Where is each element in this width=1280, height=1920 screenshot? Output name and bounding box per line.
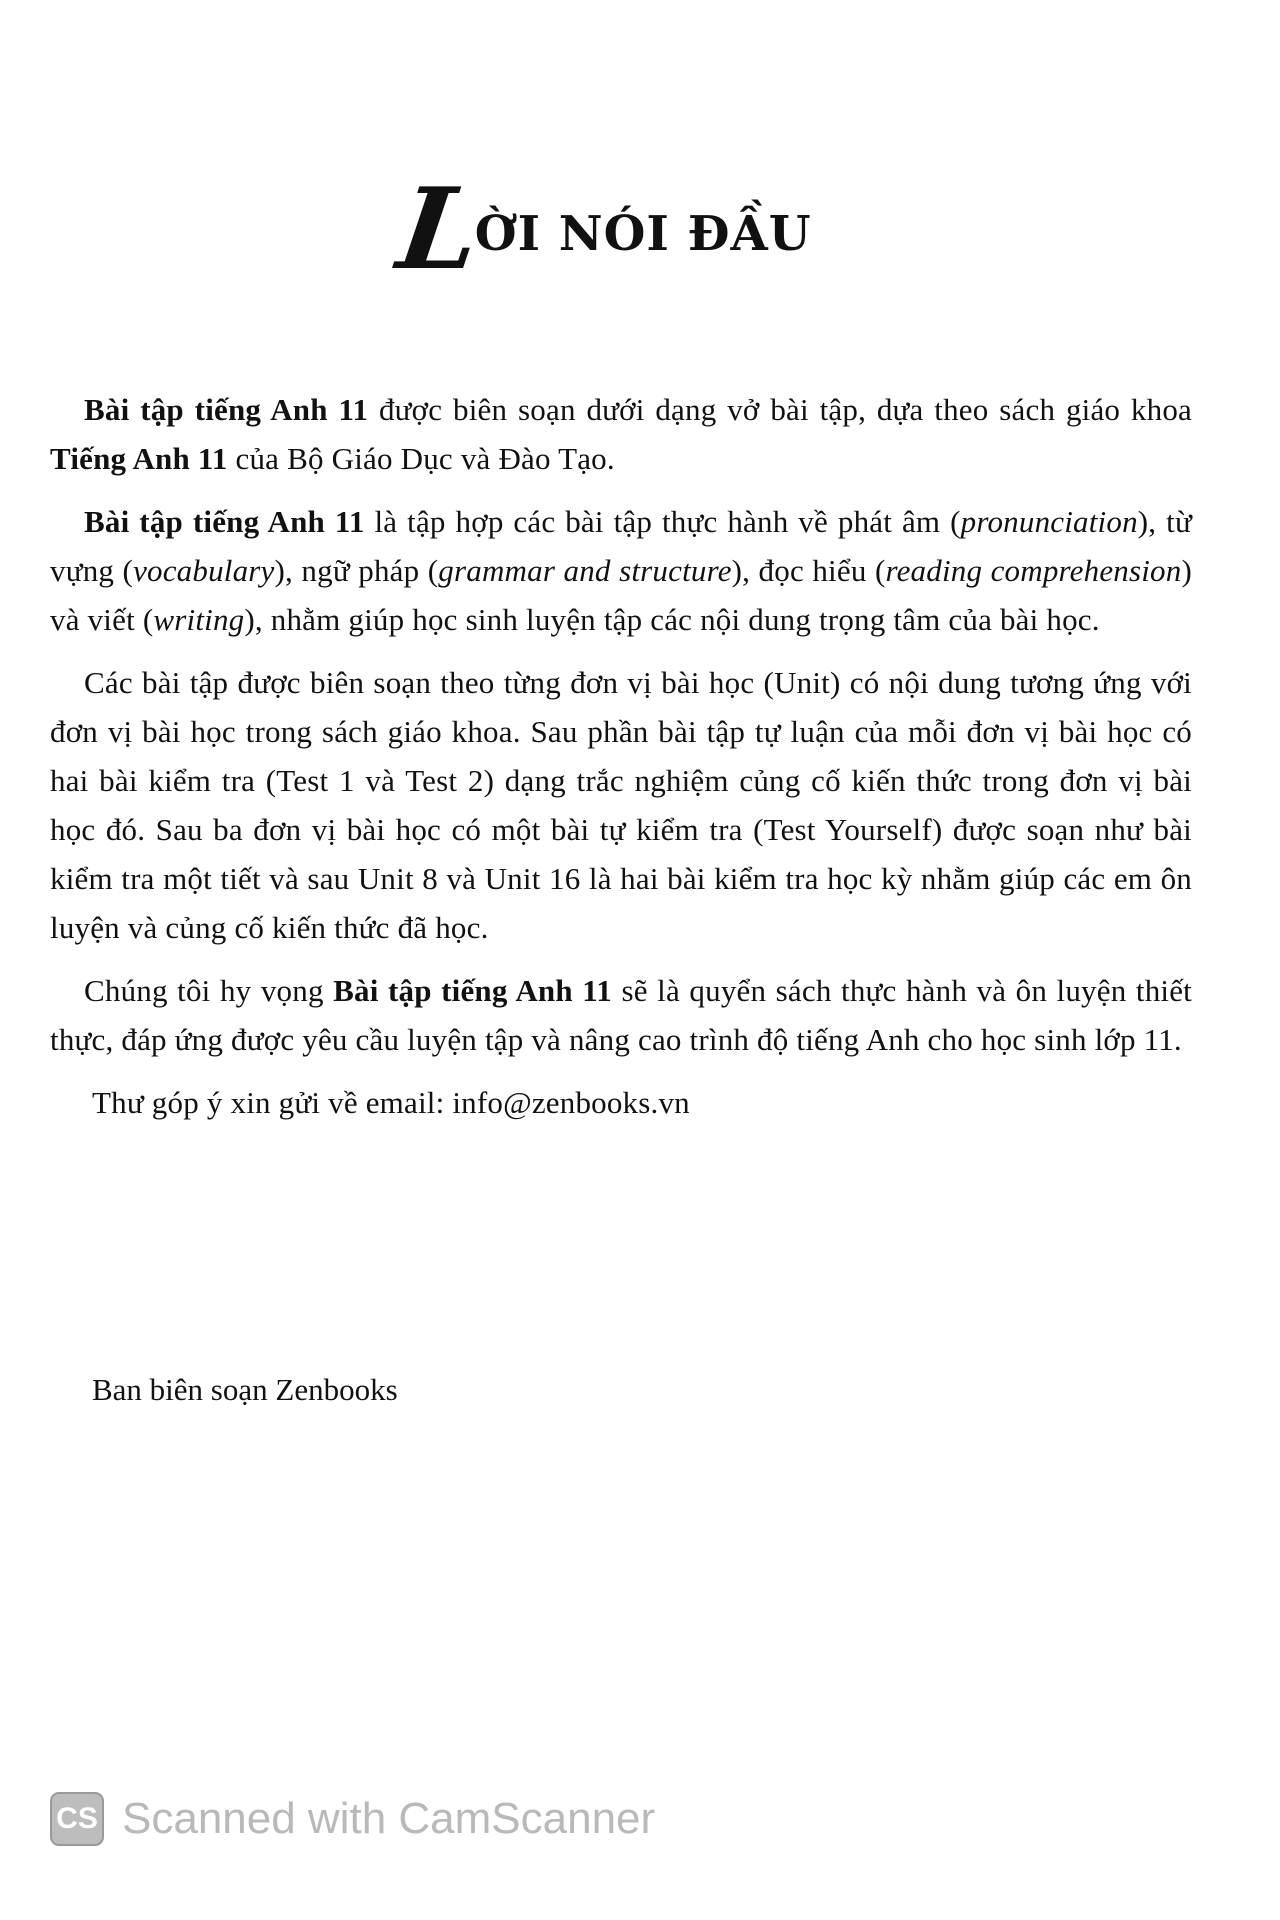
term-italic: vocabulary	[133, 553, 275, 588]
book-title-bold: Bài tập tiếng Anh 11	[84, 504, 365, 539]
paragraph-text: sẽ là quyển sách thực hành và ôn luyện thiết thực, đáp ứng được yêu cầu luyện tập và nâng cao trình độ tiếng Anh cho học sinh lớp 11.	[50, 973, 1192, 1057]
paragraph-text: ), nhằm giúp học sinh luyện tập các nội dung trọng tâm của bài học.	[244, 602, 1100, 637]
textbook-title-bold: Tiếng Anh 11	[50, 441, 228, 476]
term-italic: grammar and structure	[438, 553, 732, 588]
paragraph-structure: Các bài tập được biên soạn theo từng đơn vị bài học (Unit) có nội dung tương ứng với đơn vị bài học trong sách giáo khoa. Sau phần bài tập tự luận của mỗi đơn vị bài học có hai bài kiểm tra (Test 1 và Test 2) dạng trắc nghiệm củng cố kiến thức trong đơn vị bài học đó. Sau ba đơn vị bài học có một bài tự kiểm tra (Test Yourself) được soạn như bài kiểm tra một tiết và sau Unit 8 và Unit 16 là hai bài kiểm tra học kỳ nhằm giúp các em ôn luyện và củng cố kiến thức đã học.	[50, 665, 1192, 945]
term-italic: writing	[153, 602, 245, 637]
paragraph-text: được biên soạn dưới dạng vở bài tập, dựa theo sách giáo khoa	[368, 392, 1192, 427]
title-text: ỜI NÓI ĐẦU	[474, 206, 812, 262]
book-title-bold: Bài tập tiếng Anh 11	[333, 973, 612, 1008]
paragraph-hope	[50, 966, 1192, 1064]
term-italic: pronunciation	[960, 504, 1138, 539]
camscanner-logo-icon: CS	[50, 1792, 104, 1846]
watermark-text: Scanned with CamScanner	[122, 1794, 656, 1843]
book-title-bold: Bài tập tiếng Anh 11	[84, 392, 369, 427]
paragraph-text: của Bộ Giáo Dục và Đào Tạo.	[227, 441, 615, 476]
paragraph-content	[50, 497, 1192, 644]
term-italic: reading comprehension	[885, 553, 1182, 588]
page-title	[390, 164, 880, 295]
signature-line: Ban biên soạn Zenbooks	[92, 1372, 398, 1407]
paragraph-text: Chúng tôi hy vọng	[84, 973, 334, 1008]
preface-body	[50, 385, 1192, 1127]
title-decorative-initial: L	[390, 164, 489, 295]
camscanner-watermark	[50, 1792, 655, 1846]
paragraph-text: là tập hợp các bài tập thực hành về phát âm (	[364, 504, 961, 539]
paragraph-intro	[50, 385, 1192, 483]
paragraph-text: ), đọc hiểu (	[731, 553, 886, 588]
paragraph-text: ) và viết (	[50, 553, 1192, 637]
paragraph-text: ), ngữ pháp (	[274, 553, 439, 588]
feedback-email-line: Thư góp ý xin gửi về email: info@zenbooks.vn	[92, 1085, 690, 1120]
paragraph-text: ), từ vựng (	[50, 504, 1192, 588]
